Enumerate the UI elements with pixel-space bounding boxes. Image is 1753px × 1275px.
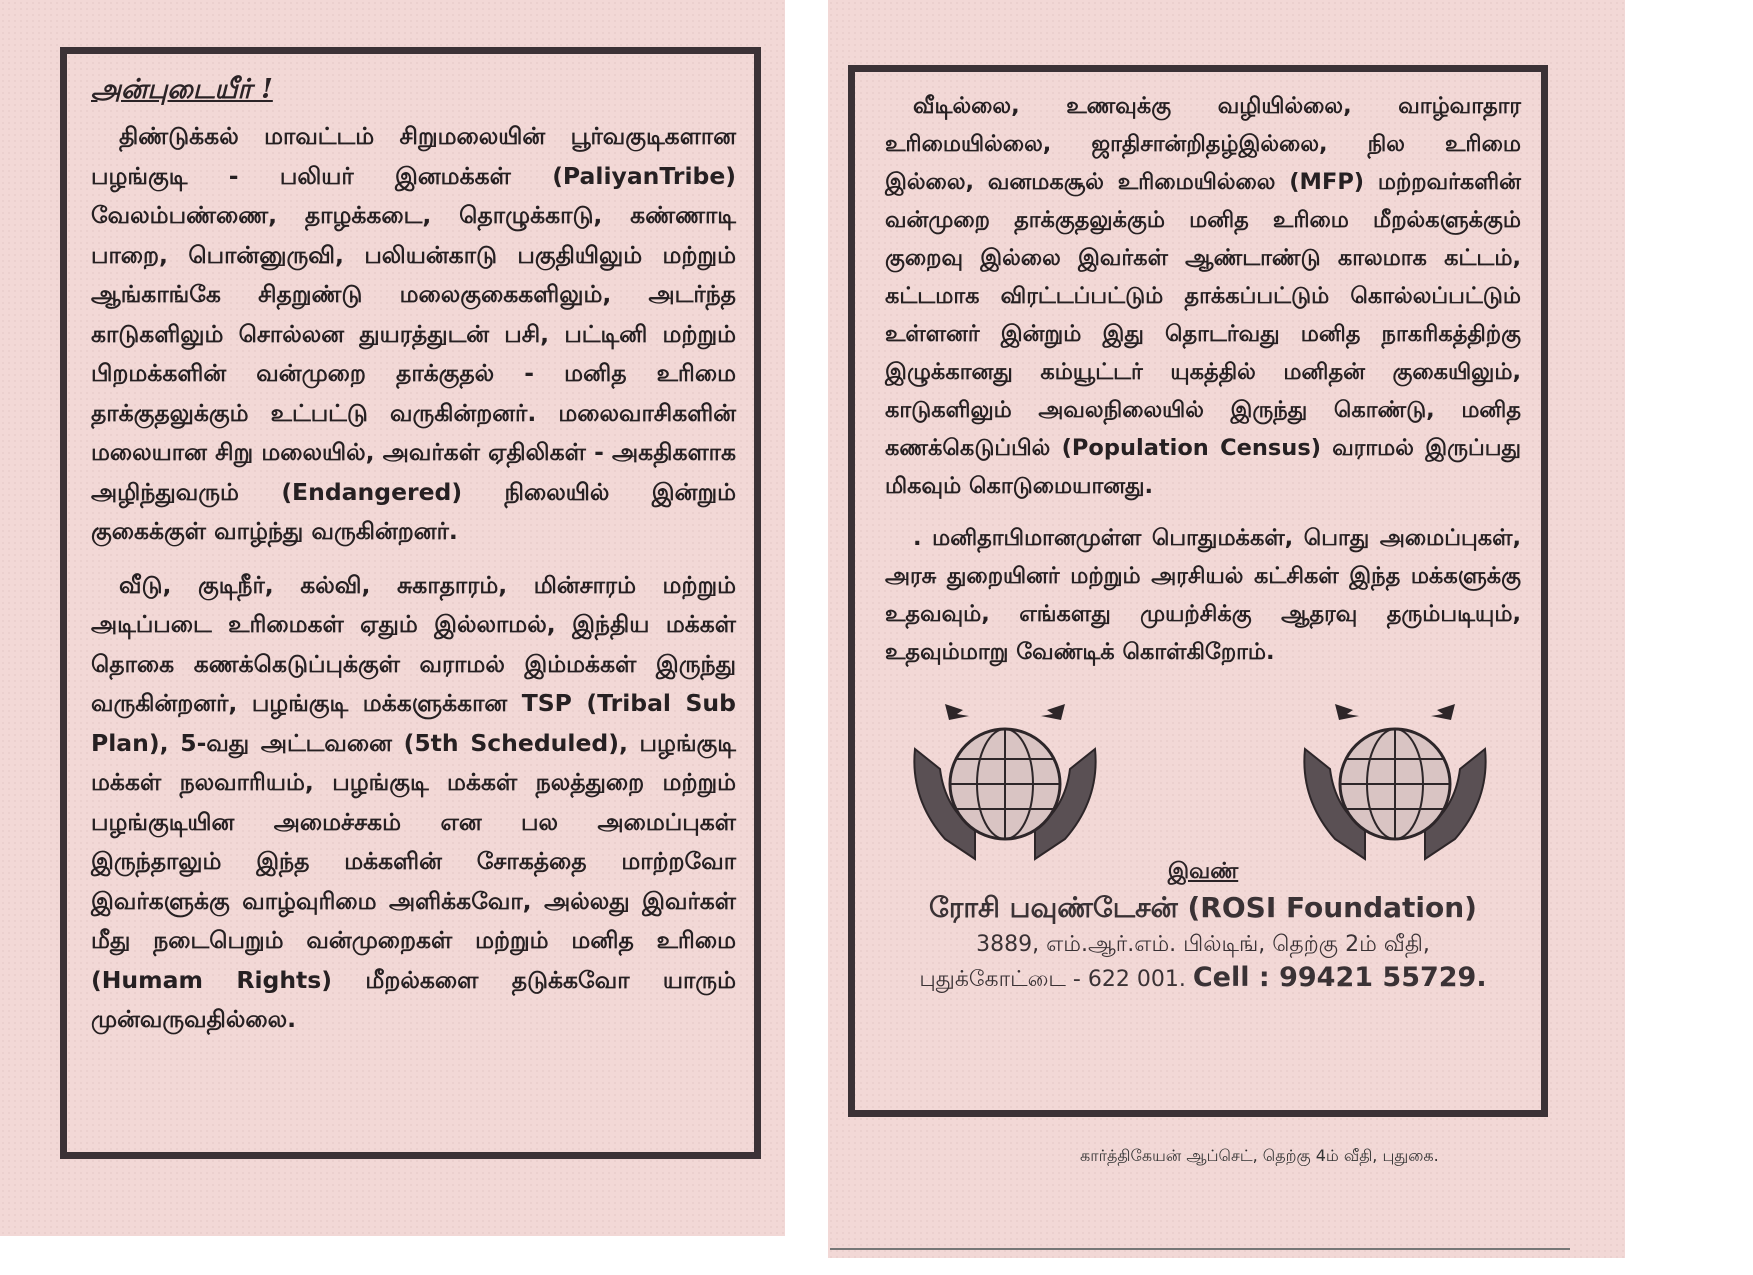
salutation: அன்புடையீர் ! xyxy=(91,74,273,105)
right-text-frame xyxy=(848,65,1548,1117)
cell-number: Cell : 99421 55729. xyxy=(1192,962,1487,993)
right-paragraph-1: வீடில்லை, உணவுக்கு வழியில்லை, வாழ்வாதார உரிமையில்லை, ஜாதிசான்றிதழ்இல்லை, நில உரிமை இல்லை, வனமகசூல் உரிமையில்லை (MFP) மற்றவர்களின் வன்முறை தாக்குதலுக்கும் மனித உரிமை மீறல்களுக்கும் குறைவு இல்லை இவர்கள் ஆண்டாண்டு காலமாக கட்டம், கட்டமாக விரட்டப்பட்டும் தாக்கப்பட்டும் கொல்லப்பட்டும் உள்ளனர் இன்றும் இது தொடர்வது மனித நாகரிகத்திற்கு இழுக்கானது கம்யூட்டர் யுகத்தில் மனிதன் குகையிலும், காடுகளிலும் அவலநிலையில் இருந்து கொண்டு, மனித கணக்கெடுப்பில் (Population Census) வராமல் இருப்பது மிகவும் கொடுமையானது. xyxy=(885,93,1521,499)
right-paragraph-2: . மனிதாபிமானமுள்ள பொதுமக்கள், பொது அமைப்புகள், அரசு துறையினர் மற்றும் அரசியல் கட்சிகள் இந்த மக்களுக்கு உதவவும், எங்களது முயற்சிக்கு ஆதரவு தரும்படியும், உதவும்மாறு வேண்டிக் கொள்கிறோம். xyxy=(885,525,1521,665)
bottom-rule xyxy=(830,1248,1570,1250)
organization-name: ரோசி பவுண்டேசன் (ROSI Foundation) xyxy=(929,891,1477,924)
printer-credit: கார்த்திகேயன் ஆப்செட், தெற்கு 4ம் வீதி, புதுகை. xyxy=(1080,1146,1439,1165)
emblem-row xyxy=(885,689,1521,869)
left-paragraph-2: வீடு, குடிநீர், கல்வி, சுகாதாரம், மின்சாரம் மற்றும் அடிப்படை உரிமைகள் ஏதும் இல்லாமல், இந்திய மக்கள் தொகை கணக்கெடுப்புக்குள் வராமல் இம்மக்கள் இருந்து வருகின்றனர், பழங்குடி மக்களுக்கான TSP (Tribal Sub Plan), 5-வது அட்டவனை (5th Scheduled), பழங்குடி மக்கள் நலவாரியம், பழங்குடி மக்கள் நலத்துறை மற்றும் பழங்குடியின அமைச்சகம் என பல அமைப்புகள் இருந்தாலும் இந்த மக்களின் சோகத்தை மாற்றவோ இவர்களுக்கு வாழ்வுரிமை அளிக்கவோ, அல்லது இவர்கள் மீது நடைபெறும் வன்முறைகள் மற்றும் மனித உரிமை (Humam Rights) மீறல்களை தடுக்கவோ யாரும் முன்வருவதில்லை. xyxy=(91,570,736,1033)
hands-globe-doves-emblem-icon xyxy=(905,689,1105,869)
signoff-label: இவண் xyxy=(1167,859,1239,884)
address-line-1: 3889, எம்.ஆர்.எம். பில்டிங், தெற்கு 2ம் வீதி, xyxy=(976,932,1430,957)
hands-globe-doves-emblem-icon xyxy=(1295,689,1495,869)
address-city-pin: புதுக்கோட்டை - 622 001. xyxy=(919,967,1186,992)
left-text-frame xyxy=(60,47,761,1159)
left-paragraph-1: திண்டுக்கல் மாவட்டம் சிறுமலையின் பூர்வகுடிகளான பழங்குடி - பலியர் இனமக்கள் (PaliyanTribe) வேலம்பண்ணை, தாழக்கடை, தொழுக்காடு, கண்ணாடி பாறை, பொன்னுருவி, பலியன்காடு பகுதியிலும் மற்றும் ஆங்காங்கே சிதறுண்டு மலைகுகைகளிலும், அடர்ந்த காடுகளிலும் சொல்லன துயரத்துடன் பசி, பட்டினி மற்றும் பிறமக்களின் வன்முறை தாக்குதல் - மனித உரிமை தாக்குதலுக்கும் உட்பட்டு வருகின்றனர். மலைவாசிகளின் மலையான சிறு மலையில், அவர்கள் ஏதிலிகள் - அகதிகளாக அழிந்துவரும் (Endangered) நிலையில் இன்றும் குகைக்குள் வாழ்ந்து வருகின்றனர். xyxy=(91,122,736,545)
address-line-2 xyxy=(885,962,1521,995)
